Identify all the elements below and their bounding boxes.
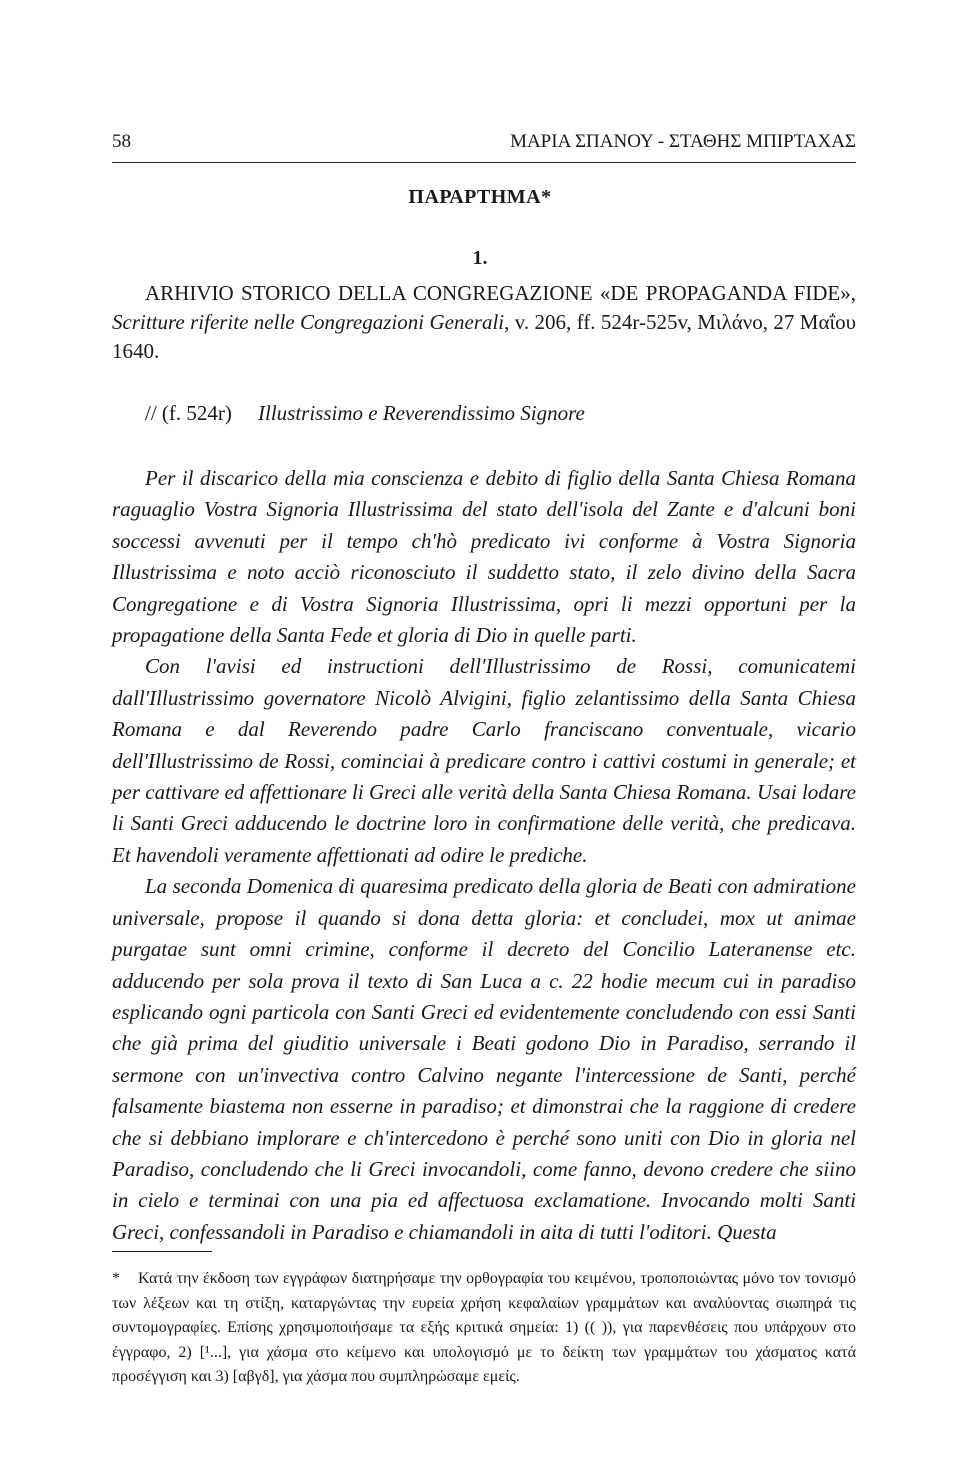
letter-salutation: Illustrissimo e Reverendissimo Signore [258, 401, 585, 425]
footnote-rule [112, 1251, 212, 1252]
letter-paragraph: Con l'avisi ed instructioni dell'Illustrissimo de Rossi, comunicatemi dall'Illustrissimo governatore Nicolò Alvigini, figlio zelantissimo della Santa Chiesa Romana e dal Reverendo padre Carlo franciscano conventuale, vicario dell'Illustrissimo de Rossi, cominciai à predicare contro i cattivi costumi in generale; et per cattivare ed affettionare li Greci alle verità della Santa Chiesa Romana. Usai lodare li Santi Greci adducendo le doctrine loro in confirmatione delle verità, che predicava. Et havendoli veramente affettionati ad odire le prediche. [112, 654, 856, 867]
folio-marker: // (f. 524r) [145, 401, 232, 425]
source-series-title: Scritture riferite nelle Congregazioni Generali [112, 310, 505, 334]
letter-paragraph: La seconda Domenica di quaresima predicato della gloria de Beati con admiratione universale, propose il quando si dona detta gloria: et concludei, mox ut animae purgatae sunt omni crimine, conforme il decreto del Concilio Lateranense etc. adducendo per sola prova il texto di San Luca a c. 22 hodie mecum cui in paradiso esplicando ogni particola con Santi Greci ed evidentemente concludendo con essi Santi che già prima del giuditio universale i Beati godono Dio in Paradiso, serrando il sermone con un'invectiva contro Calvino negante l'intercessione de Santi, perché falsamente biastema non esserne in paradiso; et dimonstrai che la raggione di credere che si debbiano implorare e ch'intercedono è perché sono uniti con Dio in gloria nel Paradiso, concludendo che li Greci invocandoli, come fanno, devono credere che siino in cielo e terminai con una pia ed affectuosa exclamatione. Invocando molti Santi Greci, confessandoli in Paradiso e chiamandoli in aita di tutti l'oditori. Questa [112, 874, 856, 1244]
footnote-mark: * [112, 1270, 120, 1287]
source-citation [112, 279, 856, 366]
folio-line [145, 399, 856, 428]
letter-body [112, 463, 856, 1248]
running-head-authors: ΜΑΡΙΑ ΣΠΑΝΟΥ - ΣΤΑΘΗΣ ΜΠΙΡΤΑΧΑΣ [510, 131, 856, 152]
source-details: , v. 206, ff. 524r-525v, Μιλάνο, 27 Μαΐου 1640. [112, 310, 856, 363]
running-head [112, 131, 856, 153]
footnote [112, 1267, 856, 1390]
header-rule [112, 162, 856, 163]
footnote-text: Κατά την έκδοση των εγγράφων διατηρήσαμε την ορθογραφία του κειμένου, τροποποιώντας μόνο τον τονισμό των λέξεων και τη στίξη, καταργώντας την ευρεία χρήση κεφαλαίων γραμμάτων και αναλύοντας σιωπηρά τις συντομογραφίες. Επίσης χρησιμοποιήσαμε τα εξής κριτικά σημεία: 1) (( )), για παρενθέσεις που υπάρχουν στο έγγραφο, 2) [¹...], για χάσμα στο κείμενο και υπολογισμό με το δείκτη των γραμμάτων του χάσματος κατά προσέγγιση και 3) [αβγδ], για χάσμα που συμπληρώσαμε εμείς. [112, 1270, 856, 1385]
appendix-title: ΠΑΡΑΡΤΗΜΑ* [408, 186, 552, 208]
letter-paragraph: Per il discarico della mia conscienza e debito di figlio della Santa Chiesa Romana raguaglio Vostra Signoria Illustrissima del stato dell'isola del Zante e d'alcuni boni soccessi avvenuti per il tempo ch'hò predicato ivi conforme à Vostra Signoria Illustrissima e noto acciò riconosciuto il suddetto stato, il zelo divino della Sacra Congregatione e di Vostra Signoria Illustrissima, opri li mezzi opportuni per la propagatione della Santa Fede et gloria di Dio in quelle parti. [112, 466, 856, 648]
page-number: 58 [112, 131, 131, 152]
source-archive: ARHIVIO STORICO DELLA CONGREGAZIONE «DE PROPAGANDA FIDE», [145, 281, 856, 305]
section-number: 1. [472, 247, 488, 269]
